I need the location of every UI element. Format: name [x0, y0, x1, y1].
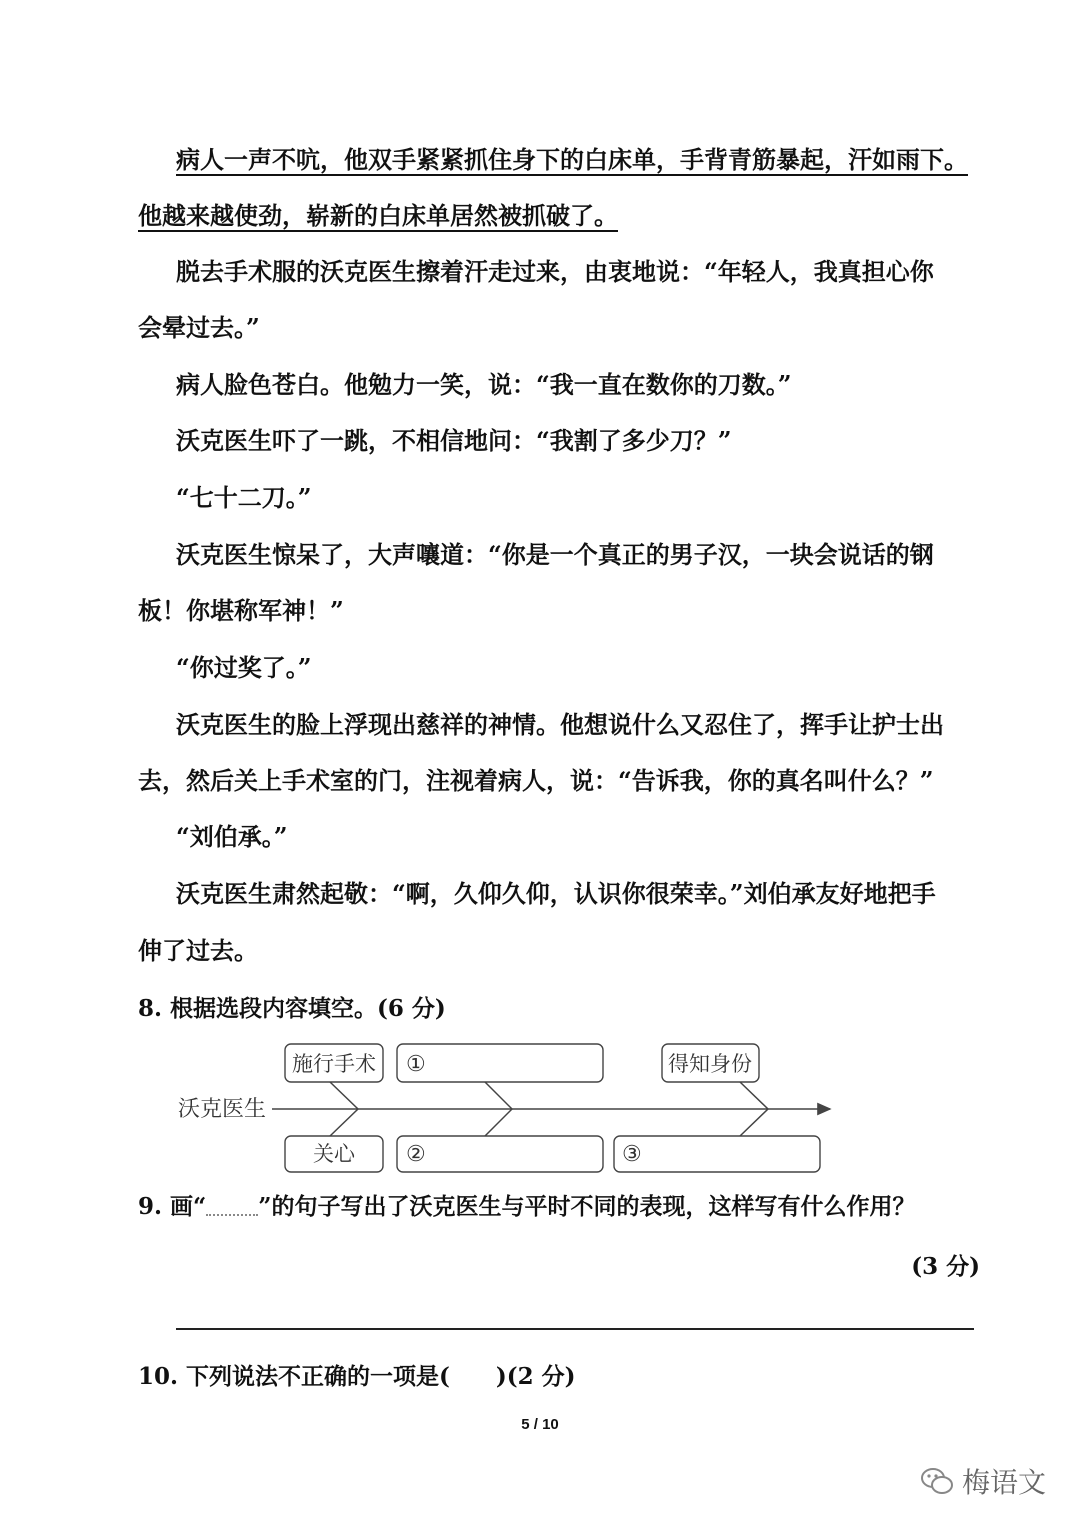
passage-line-8: 沃克医生惊呆了，大声嚷道：“你是一个真正的男子汉，一块会说话的钢 [176, 540, 934, 569]
answer-line[interactable] [176, 1328, 974, 1330]
passage-line-1: 病人一声不吭，他双手紧紧抓住身下的白床单，手背青筋暴起，汗如雨下。 [176, 145, 968, 174]
question-9-score: (3 分) [911, 1253, 980, 1280]
question-9-suffix: ”的句子写出了沃克医生与平时不同的表现，这样写有什么作用？ [258, 1193, 916, 1220]
passage-line-2: 他越来越使劲，崭新的白床单居然被抓破了。 [138, 201, 618, 230]
blank-number-2: ② [406, 1142, 426, 1167]
passage-line-3: 脱去手术服的沃克医生擦着汗走过来，由衷地说：“年轻人，我真担心你 [176, 257, 934, 286]
blank-box-3 [614, 1136, 820, 1172]
label-bottom-1: 关心 [313, 1142, 355, 1166]
watermark [920, 1461, 1046, 1501]
passage-line-9: 板！你堪称军神！” [138, 596, 344, 625]
passage-line-5: 病人脸色苍白。他勉力一笑，说：“我一直在数你的刀数。” [176, 370, 792, 399]
question-9 [138, 1190, 982, 1224]
blank-number-3: ③ [622, 1142, 642, 1167]
passage-line-6: 沃克医生吓了一跳，不相信地问：“我割了多少刀？” [176, 426, 732, 455]
blank-box-2 [397, 1136, 603, 1172]
question-8: 8. 根据选段内容填空。(6 分) [138, 995, 446, 1022]
passage-line-15: 伸了过去。 [138, 936, 258, 965]
label-top-1: 施行手术 [292, 1052, 376, 1076]
passage-line-7: “七十二刀。” [176, 483, 312, 512]
passage-line-13: “刘伯承。” [176, 822, 288, 851]
passage-line-4: 会晕过去。” [138, 313, 260, 342]
blank-box-1 [397, 1044, 603, 1082]
passage-line-11: 沃克医生的脸上浮现出慈祥的神情。他想说什么又忍住了，挥手让护士出 [176, 710, 944, 739]
question-9-prefix: 9. 画“ [138, 1193, 207, 1220]
watermark-text: 梅语文 [961, 1466, 1046, 1499]
passage-line-10: “你过奖了。” [176, 653, 312, 682]
label-top-2: 得知身份 [668, 1052, 752, 1076]
passage-line-12: 去，然后关上手术室的门，注视着病人，说：“告诉我，你的真名叫什么？” [138, 766, 934, 795]
question-10: 10. 下列说法不正确的一项是( )(2 分) [138, 1363, 576, 1390]
page-number: 5 / 10 [521, 1416, 559, 1433]
wechat-icon [920, 1466, 954, 1496]
blank-number-1: ① [406, 1052, 426, 1077]
wavy-underline-sample [206, 1200, 258, 1216]
fishbone-diagram [170, 1040, 850, 1180]
passage-line-14: 沃克医生肃然起敬：“啊，久仰久仰，认识你很荣幸。”刘伯承友好地把手 [176, 879, 936, 908]
diagram-subject: 沃克医生 [178, 1097, 267, 1122]
